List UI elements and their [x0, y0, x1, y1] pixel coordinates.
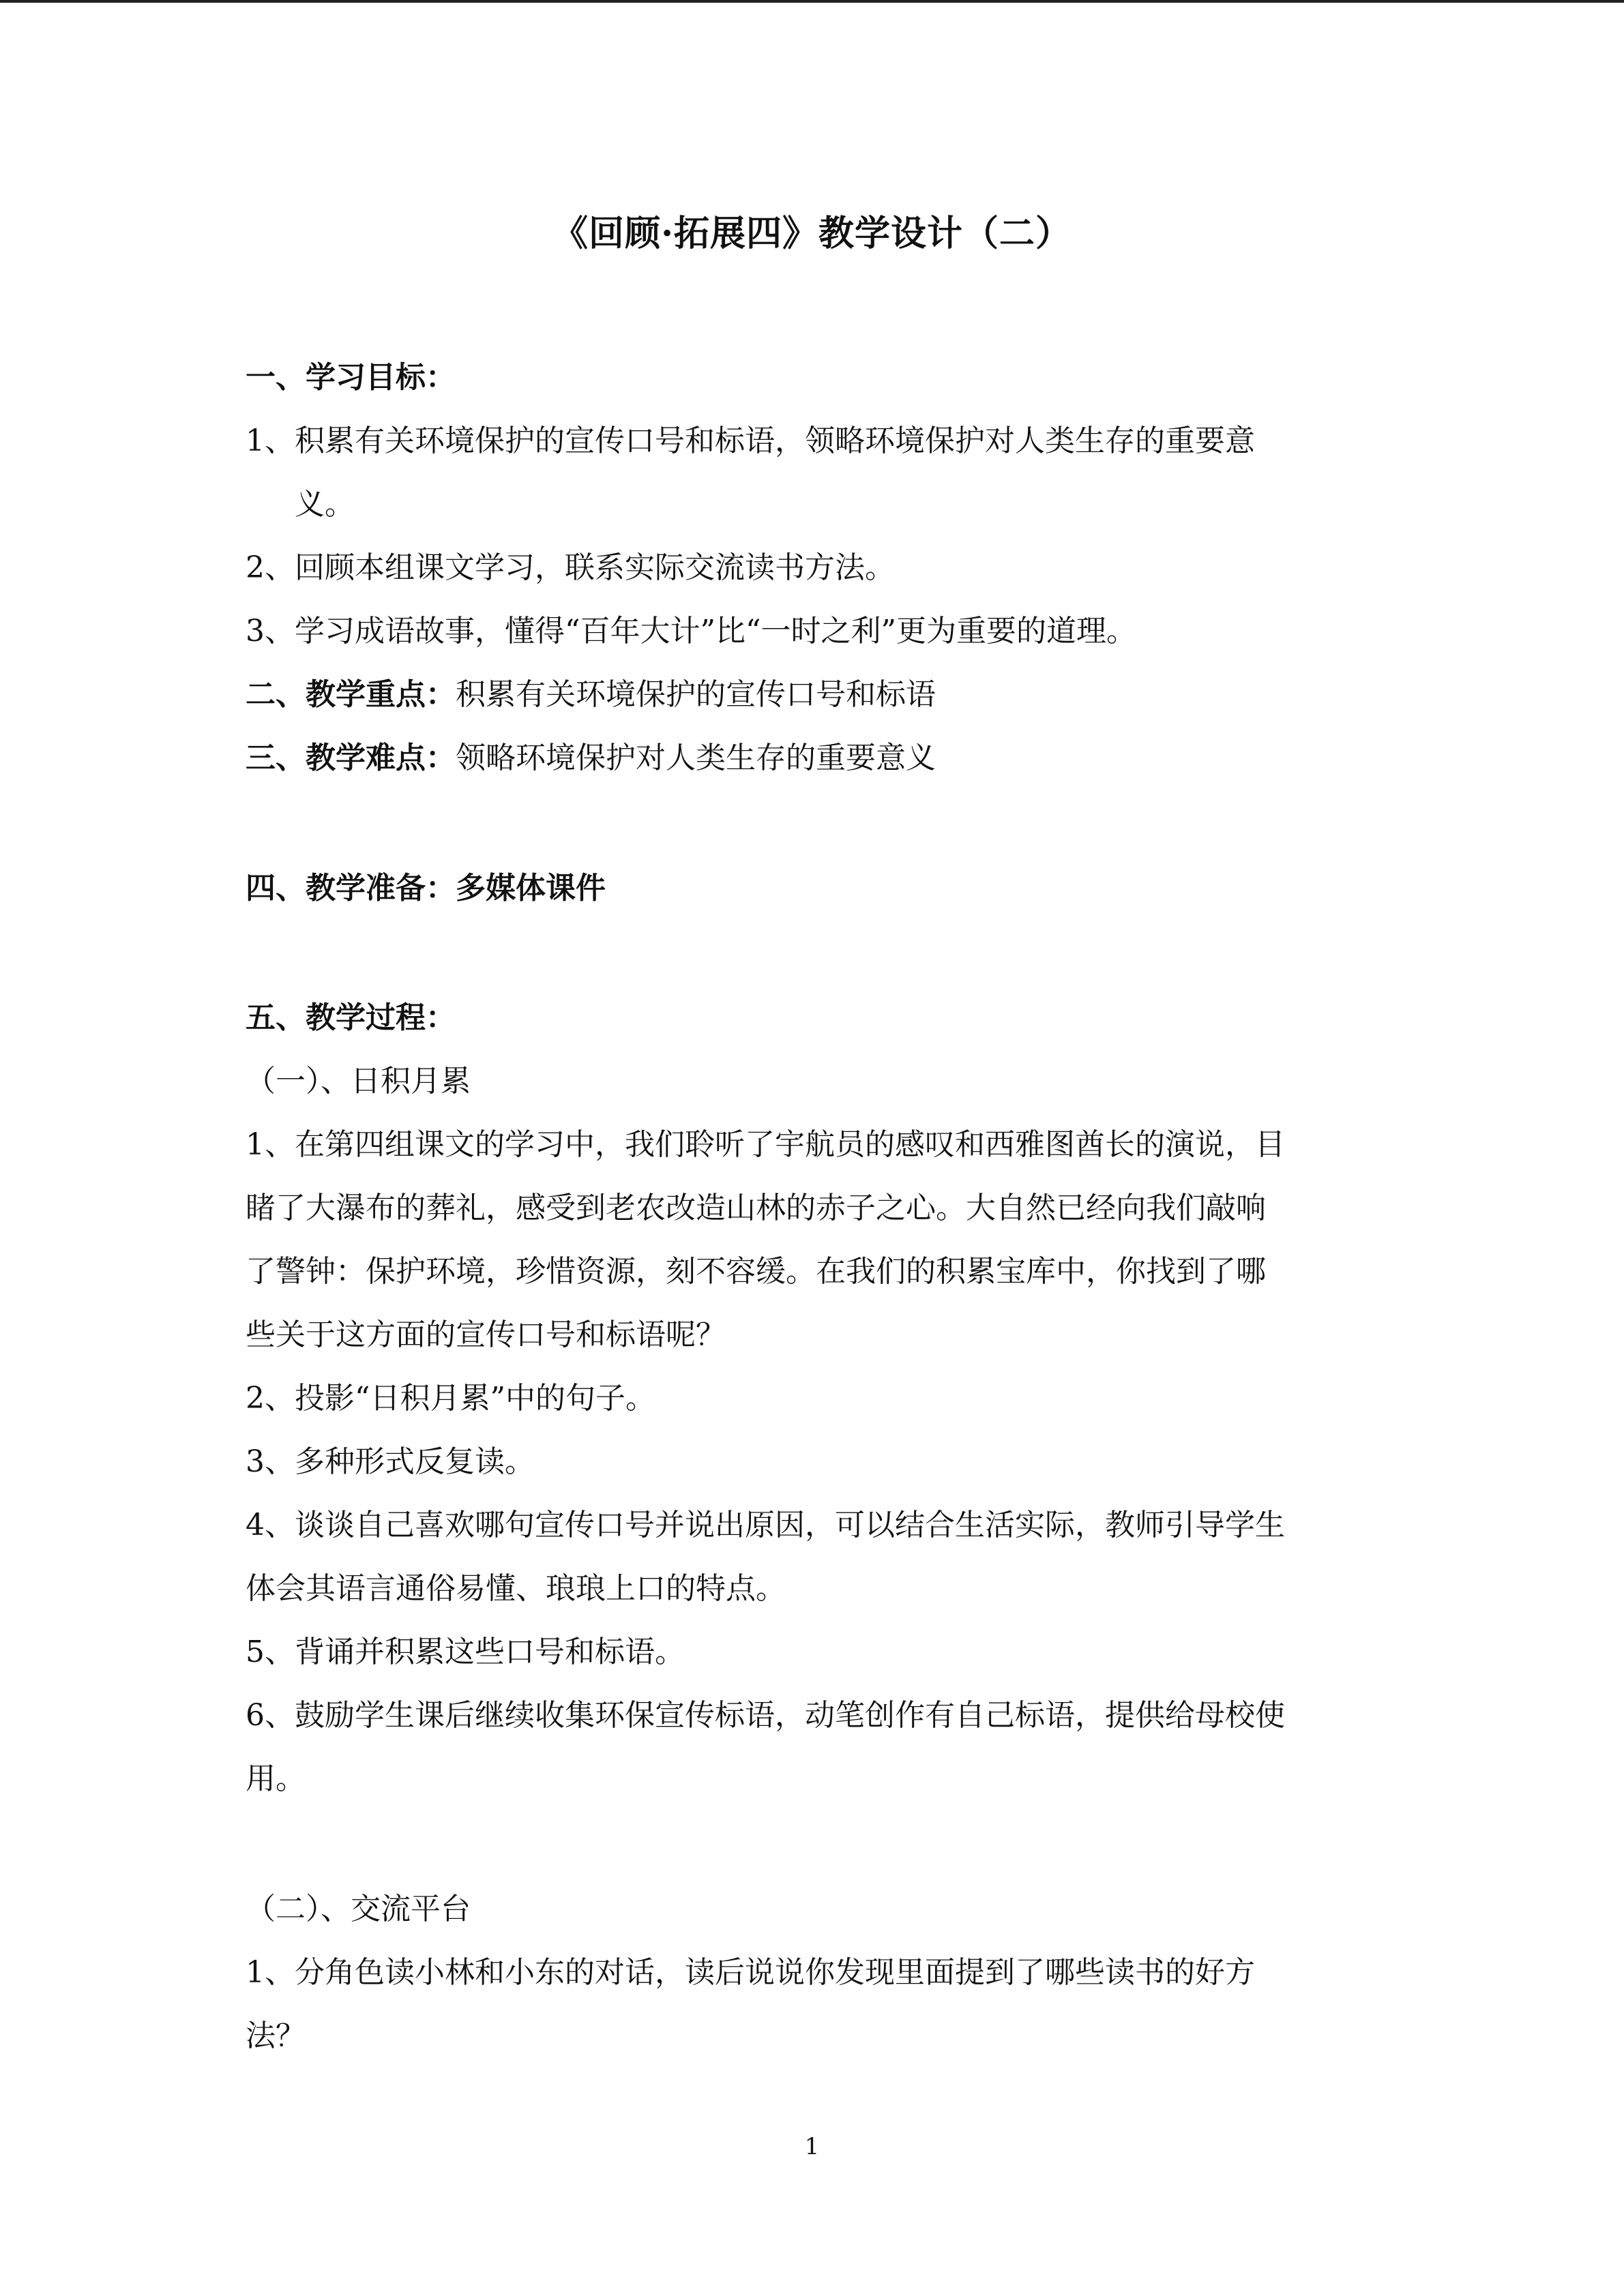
key-points-heading: 二、教学重点：	[246, 677, 456, 712]
part1-p1-line-3: 了警钟：保护环境，珍惜资源，刻不容缓。在我们的积累宝库中，你找到了哪	[246, 1254, 1266, 1289]
part2-p1-line-1: 1、分角色读小林和小东的对话，读后说说你发现里面提到了哪些读书的好方	[246, 1955, 1255, 1990]
document-title: 《回顾·拓展四》教学设计（二）	[552, 213, 1072, 254]
part1-p1-line-1: 1、在第四组课文的学习中，我们聆听了宇航员的感叹和西雅图酋长的演说，目	[246, 1127, 1285, 1162]
part2-p1-line-2: 法？	[246, 2018, 306, 2053]
part1-p6-line-1: 6、鼓励学生课后继续收集环保宣传标语，动笔创作有自己标语，提供给母校使	[246, 1698, 1285, 1733]
objective-1-line-2: 义。	[295, 487, 355, 522]
part1-p1-line-4: 些关于这方面的宣传口号和标语呢？	[246, 1317, 726, 1352]
preparation-heading: 四、教学准备：多媒体课件	[246, 871, 606, 906]
part1-p5: 5、背诵并积累这些口号和标语。	[246, 1635, 685, 1669]
top-border-rule	[0, 0, 1624, 3]
section1-heading: 一、学习目标：	[246, 360, 456, 395]
process-heading: 五、教学过程：	[246, 1000, 456, 1035]
objective-3: 3、学习成语故事，懂得“百年大计”比“一时之利”更为重要的道理。	[246, 614, 1136, 648]
part1-p4-line-1: 4、谈谈自己喜欢哪句宣传口号并说出原因，可以结合生活实际，教师引导学生	[246, 1508, 1285, 1542]
part1-p4-line-2: 体会其语言通俗易懂、琅琅上口的特点。	[246, 1571, 786, 1606]
difficulties-text: 领略环境保护对人类生存的重要意义	[456, 741, 936, 775]
key-points-text: 积累有关环境保护的宣传口号和标语	[456, 677, 936, 712]
difficulties-heading: 三、教学难点：	[246, 741, 456, 775]
key-points-row	[246, 674, 936, 715]
page-number: 1	[804, 2133, 820, 2160]
part1-p6-line-2: 用。	[246, 1761, 306, 1796]
part1-p3: 3、多种形式反复读。	[246, 1444, 535, 1479]
part1-p1-line-2: 睹了大瀑布的葬礼，感受到老农改造山林的赤子之心。大自然已经向我们敲响	[246, 1191, 1266, 1225]
objective-2: 2、回顾本组课文学习，联系实际交流读书方法。	[246, 550, 895, 585]
objective-1-line-1: 1、积累有关环境保护的宣传口号和标语，领略环境保护对人类生存的重要意	[246, 423, 1255, 458]
part1-p2: 2、投影“日积月累”中的句子。	[246, 1381, 655, 1416]
difficulties-row	[246, 738, 936, 779]
part1-heading: （一）、日积月累	[246, 1064, 471, 1099]
part2-heading: （二）、交流平台	[246, 1892, 471, 1926]
